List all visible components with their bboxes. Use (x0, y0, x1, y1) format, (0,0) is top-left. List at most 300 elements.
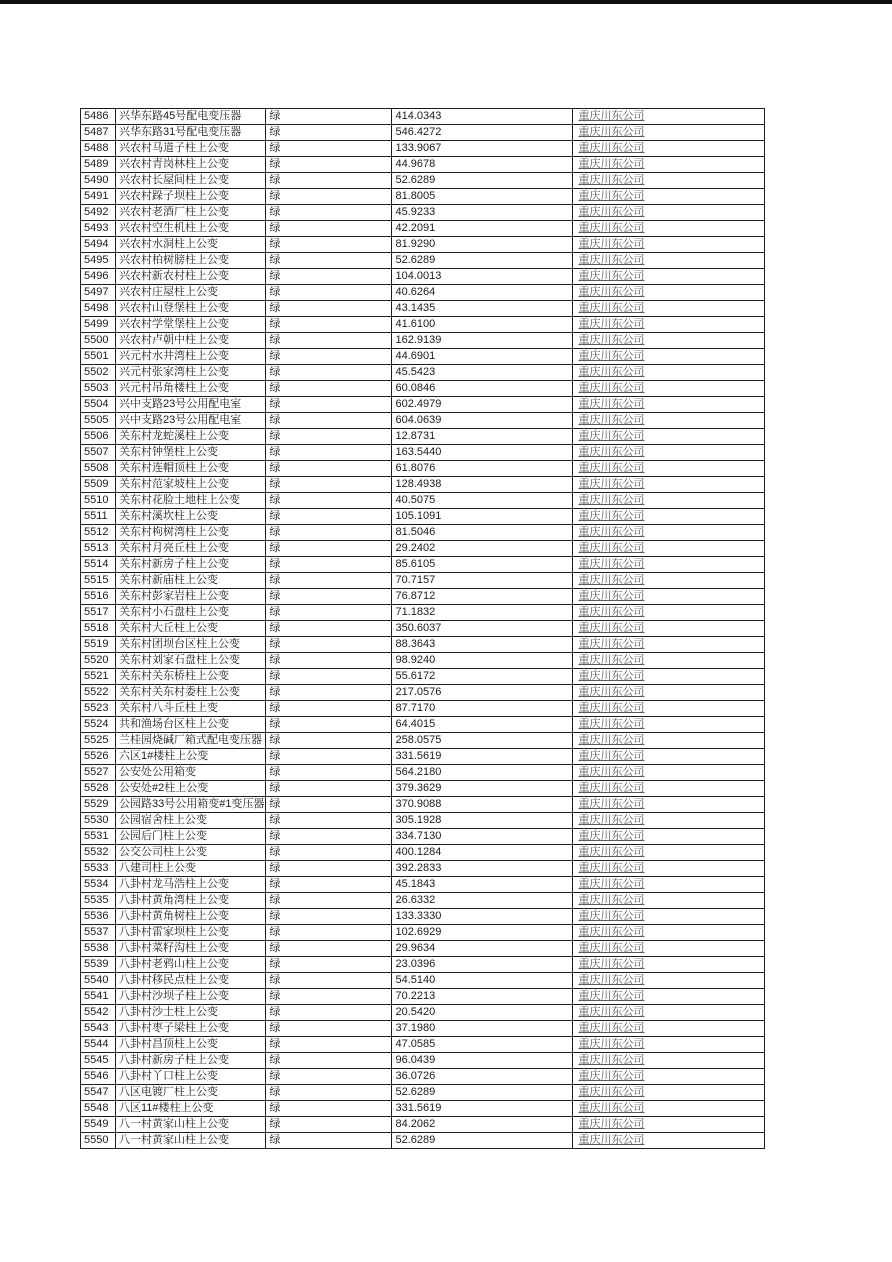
value-cell: 41.6100 (392, 317, 573, 333)
company-cell (573, 285, 765, 301)
status-cell: 绿 (266, 717, 392, 733)
device-name-cell: 兴农村跺子坝柱上公变 (116, 189, 266, 205)
status-cell: 绿 (266, 669, 392, 685)
table-row (81, 845, 765, 861)
device-name-cell: 兰桂园烧碱厂箱式配电变压器 (116, 733, 266, 749)
company-link: 重庆川东公司 (578, 366, 645, 378)
table-row (81, 365, 765, 381)
company-cell (573, 317, 765, 333)
company-cell (573, 781, 765, 797)
table-row (81, 1117, 765, 1133)
device-name-cell: 八卦村龙马浩柱上公变 (116, 877, 266, 893)
table-row (81, 1005, 765, 1021)
table-row (81, 941, 765, 957)
table-row (81, 637, 765, 653)
value-cell: 52.6289 (392, 1133, 573, 1149)
table-row (81, 1037, 765, 1053)
row-serial-cell: 5497 (81, 285, 116, 301)
status-cell: 绿 (266, 845, 392, 861)
status-cell: 绿 (266, 797, 392, 813)
table-row (81, 669, 765, 685)
status-cell: 绿 (266, 333, 392, 349)
table-body (81, 109, 765, 1149)
table-row (81, 253, 765, 269)
device-name-cell: 关东村关东桥柱上公变 (116, 669, 266, 685)
value-cell: 70.2213 (392, 989, 573, 1005)
value-cell: 105.1091 (392, 509, 573, 525)
row-serial-cell: 5528 (81, 781, 116, 797)
value-cell: 45.5423 (392, 365, 573, 381)
device-name-cell: 关东村刘家石盘柱上公变 (116, 653, 266, 669)
company-cell (573, 845, 765, 861)
row-serial-cell: 5512 (81, 525, 116, 541)
status-cell: 绿 (266, 685, 392, 701)
status-cell: 绿 (266, 909, 392, 925)
status-cell: 绿 (266, 509, 392, 525)
table-row (81, 797, 765, 813)
table-row (81, 589, 765, 605)
row-serial-cell: 5496 (81, 269, 116, 285)
value-cell: 29.2402 (392, 541, 573, 557)
status-cell: 绿 (266, 637, 392, 653)
company-link: 重庆川东公司 (578, 206, 645, 218)
device-name-cell: 关东村新庙柱上公变 (116, 573, 266, 589)
value-cell: 334.7130 (392, 829, 573, 845)
company-cell (573, 349, 765, 365)
company-link: 重庆川东公司 (578, 1134, 645, 1146)
company-link: 重庆川东公司 (578, 334, 645, 346)
value-cell: 47.0585 (392, 1037, 573, 1053)
row-serial-cell: 5545 (81, 1053, 116, 1069)
row-serial-cell: 5506 (81, 429, 116, 445)
status-cell: 绿 (266, 461, 392, 477)
company-cell (573, 125, 765, 141)
company-link: 重庆川东公司 (578, 942, 645, 954)
status-cell: 绿 (266, 605, 392, 621)
row-serial-cell: 5487 (81, 125, 116, 141)
company-link: 重庆川东公司 (578, 526, 645, 538)
company-link: 重庆川东公司 (578, 814, 645, 826)
value-cell: 400.1284 (392, 845, 573, 861)
company-cell (573, 269, 765, 285)
company-cell (573, 253, 765, 269)
company-cell (573, 989, 765, 1005)
table-row (81, 653, 765, 669)
row-serial-cell: 5524 (81, 717, 116, 733)
company-link: 重庆川东公司 (578, 734, 645, 746)
row-serial-cell: 5491 (81, 189, 116, 205)
value-cell: 29.9634 (392, 941, 573, 957)
company-link: 重庆川东公司 (578, 638, 645, 650)
table-row (81, 493, 765, 509)
company-link: 重庆川东公司 (578, 862, 645, 874)
row-serial-cell: 5495 (81, 253, 116, 269)
company-link: 重庆川东公司 (578, 254, 645, 266)
company-cell (573, 1037, 765, 1053)
company-link: 重庆川东公司 (578, 238, 645, 250)
table-row (81, 989, 765, 1005)
device-name-cell: 兴农村柏树膀柱上公变 (116, 253, 266, 269)
row-serial-cell: 5544 (81, 1037, 116, 1053)
row-serial-cell: 5500 (81, 333, 116, 349)
company-link: 重庆川东公司 (578, 1102, 645, 1114)
value-cell: 64.4015 (392, 717, 573, 733)
status-cell: 绿 (266, 125, 392, 141)
value-cell: 43.1435 (392, 301, 573, 317)
table-row (81, 541, 765, 557)
table-row (81, 621, 765, 637)
value-cell: 104.0013 (392, 269, 573, 285)
status-cell: 绿 (266, 157, 392, 173)
row-serial-cell: 5510 (81, 493, 116, 509)
company-link: 重庆川东公司 (578, 974, 645, 986)
status-cell: 绿 (266, 1053, 392, 1069)
status-cell: 绿 (266, 349, 392, 365)
company-link: 重庆川东公司 (578, 846, 645, 858)
table-row (81, 397, 765, 413)
company-cell (573, 685, 765, 701)
table-row (81, 333, 765, 349)
company-cell (573, 429, 765, 445)
company-cell (573, 973, 765, 989)
value-cell: 52.6289 (392, 253, 573, 269)
value-cell: 70.7157 (392, 573, 573, 589)
value-cell: 102.6929 (392, 925, 573, 941)
device-name-cell: 兴农村青岗林柱上公变 (116, 157, 266, 173)
row-serial-cell: 5501 (81, 349, 116, 365)
device-name-cell: 兴农村长屋间柱上公变 (116, 173, 266, 189)
company-link: 重庆川东公司 (578, 878, 645, 890)
value-cell: 350.6037 (392, 621, 573, 637)
company-link: 重庆川东公司 (578, 1070, 645, 1082)
table-row (81, 909, 765, 925)
device-name-cell: 八卦村枣子梁柱上公变 (116, 1021, 266, 1037)
device-name-cell: 公园宿舍柱上公变 (116, 813, 266, 829)
company-cell (573, 765, 765, 781)
company-cell (573, 237, 765, 253)
row-serial-cell: 5498 (81, 301, 116, 317)
device-name-cell: 八一村黄家山柱上公变 (116, 1133, 266, 1149)
value-cell: 331.5619 (392, 1101, 573, 1117)
status-cell: 绿 (266, 205, 392, 221)
value-cell: 88.3643 (392, 637, 573, 653)
value-cell: 45.1843 (392, 877, 573, 893)
status-cell: 绿 (266, 589, 392, 605)
company-cell (573, 221, 765, 237)
status-cell: 绿 (266, 877, 392, 893)
company-cell (573, 621, 765, 637)
value-cell: 258.0575 (392, 733, 573, 749)
company-link: 重庆川东公司 (578, 558, 645, 570)
table-row (81, 877, 765, 893)
value-cell: 85.6105 (392, 557, 573, 573)
table-row (81, 781, 765, 797)
table-row (81, 765, 765, 781)
company-cell (573, 861, 765, 877)
row-serial-cell: 5540 (81, 973, 116, 989)
device-name-cell: 八区电镀厂柱上公变 (116, 1085, 266, 1101)
company-link: 重庆川东公司 (578, 702, 645, 714)
device-name-cell: 兴农村空生机柱上公变 (116, 221, 266, 237)
device-name-cell: 兴农村庄屋柱上公变 (116, 285, 266, 301)
device-name-cell: 八区11#楼柱上公变 (116, 1101, 266, 1117)
device-name-cell: 六区1#楼柱上公变 (116, 749, 266, 765)
company-cell (573, 445, 765, 461)
row-serial-cell: 5508 (81, 461, 116, 477)
value-cell: 133.9067 (392, 141, 573, 157)
company-cell (573, 413, 765, 429)
company-link: 重庆川东公司 (578, 1022, 645, 1034)
company-link: 重庆川东公司 (578, 126, 645, 138)
row-serial-cell: 5513 (81, 541, 116, 557)
company-link: 重庆川东公司 (578, 782, 645, 794)
value-cell: 55.6172 (392, 669, 573, 685)
device-name-cell: 八建司柱上公变 (116, 861, 266, 877)
table-row (81, 1085, 765, 1101)
company-cell (573, 749, 765, 765)
table-row (81, 237, 765, 253)
status-cell: 绿 (266, 1037, 392, 1053)
company-link: 重庆川东公司 (578, 958, 645, 970)
company-cell (573, 157, 765, 173)
row-serial-cell: 5499 (81, 317, 116, 333)
company-link: 重庆川东公司 (578, 750, 645, 762)
value-cell: 163.5440 (392, 445, 573, 461)
value-cell: 52.6289 (392, 1085, 573, 1101)
company-cell (573, 493, 765, 509)
row-serial-cell: 5490 (81, 173, 116, 189)
device-name-cell: 共和渔场台区柱上公变 (116, 717, 266, 733)
company-cell (573, 653, 765, 669)
device-name-cell: 兴农村卢朝中柱上公变 (116, 333, 266, 349)
value-cell: 44.6901 (392, 349, 573, 365)
table-row (81, 445, 765, 461)
company-cell (573, 893, 765, 909)
company-cell (573, 397, 765, 413)
company-link: 重庆川东公司 (578, 1054, 645, 1066)
company-link: 重庆川东公司 (578, 510, 645, 522)
row-serial-cell: 5535 (81, 893, 116, 909)
device-name-cell: 八卦村老鸦山柱上公变 (116, 957, 266, 973)
company-link: 重庆川东公司 (578, 574, 645, 586)
company-link: 重庆川东公司 (578, 894, 645, 906)
company-link: 重庆川东公司 (578, 830, 645, 842)
status-cell: 绿 (266, 781, 392, 797)
row-serial-cell: 5504 (81, 397, 116, 413)
company-cell (573, 461, 765, 477)
company-cell (573, 381, 765, 397)
company-cell (573, 477, 765, 493)
status-cell: 绿 (266, 765, 392, 781)
row-serial-cell: 5543 (81, 1021, 116, 1037)
row-serial-cell: 5529 (81, 797, 116, 813)
value-cell: 81.8005 (392, 189, 573, 205)
company-link: 重庆川东公司 (578, 766, 645, 778)
status-cell: 绿 (266, 861, 392, 877)
company-cell (573, 605, 765, 621)
row-serial-cell: 5527 (81, 765, 116, 781)
table-row (81, 1053, 765, 1069)
table-row (81, 1069, 765, 1085)
row-serial-cell: 5525 (81, 733, 116, 749)
device-name-cell: 关东村溪坎柱上公变 (116, 509, 266, 525)
table-row (81, 749, 765, 765)
row-serial-cell: 5546 (81, 1069, 116, 1085)
value-cell: 44.9678 (392, 157, 573, 173)
company-cell (573, 589, 765, 605)
value-cell: 379.3629 (392, 781, 573, 797)
row-serial-cell: 5538 (81, 941, 116, 957)
status-cell: 绿 (266, 525, 392, 541)
company-cell (573, 909, 765, 925)
status-cell: 绿 (266, 493, 392, 509)
company-cell (573, 957, 765, 973)
company-cell (573, 829, 765, 845)
device-name-cell: 兴农村马道子柱上公变 (116, 141, 266, 157)
row-serial-cell: 5494 (81, 237, 116, 253)
status-cell: 绿 (266, 1085, 392, 1101)
row-serial-cell: 5518 (81, 621, 116, 637)
status-cell: 绿 (266, 557, 392, 573)
status-cell: 绿 (266, 237, 392, 253)
value-cell: 162.9139 (392, 333, 573, 349)
status-cell: 绿 (266, 573, 392, 589)
company-cell (573, 509, 765, 525)
company-link: 重庆川东公司 (578, 382, 645, 394)
row-serial-cell: 5511 (81, 509, 116, 525)
device-name-cell: 兴农村老酒厂柱上公变 (116, 205, 266, 221)
company-cell (573, 925, 765, 941)
company-cell (573, 525, 765, 541)
status-cell: 绿 (266, 813, 392, 829)
row-serial-cell: 5549 (81, 1117, 116, 1133)
company-cell (573, 365, 765, 381)
company-link: 重庆川东公司 (578, 622, 645, 634)
value-cell: 36.0726 (392, 1069, 573, 1085)
device-name-cell: 八卦村新房子柱上公变 (116, 1053, 266, 1069)
status-cell: 绿 (266, 397, 392, 413)
status-cell: 绿 (266, 189, 392, 205)
status-cell: 绿 (266, 893, 392, 909)
device-data-table (80, 108, 765, 1149)
company-cell (573, 1117, 765, 1133)
status-cell: 绿 (266, 941, 392, 957)
device-name-cell: 关东村大丘柱上公变 (116, 621, 266, 637)
table-row (81, 1021, 765, 1037)
row-serial-cell: 5547 (81, 1085, 116, 1101)
company-cell (573, 941, 765, 957)
table-row (81, 285, 765, 301)
status-cell: 绿 (266, 253, 392, 269)
table-row (81, 317, 765, 333)
value-cell: 45.9233 (392, 205, 573, 221)
row-serial-cell: 5526 (81, 749, 116, 765)
company-link: 重庆川东公司 (578, 190, 645, 202)
device-name-cell: 公交公司柱上公变 (116, 845, 266, 861)
company-cell (573, 1005, 765, 1021)
value-cell: 414.0343 (392, 109, 573, 125)
company-cell (573, 333, 765, 349)
company-link: 重庆川东公司 (578, 462, 645, 474)
status-cell: 绿 (266, 1101, 392, 1117)
row-serial-cell: 5489 (81, 157, 116, 173)
value-cell: 23.0396 (392, 957, 573, 973)
device-name-cell: 兴元村水井湾柱上公变 (116, 349, 266, 365)
value-cell: 54.5140 (392, 973, 573, 989)
company-link: 重庆川东公司 (578, 606, 645, 618)
device-name-cell: 关东村团坝台区柱上公变 (116, 637, 266, 653)
status-cell: 绿 (266, 269, 392, 285)
device-name-cell: 兴元村吊角楼柱上公变 (116, 381, 266, 397)
company-link: 重庆川东公司 (578, 398, 645, 410)
row-serial-cell: 5532 (81, 845, 116, 861)
device-name-cell: 关东村八斗丘柱上变 (116, 701, 266, 717)
table-row (81, 461, 765, 477)
value-cell: 40.6264 (392, 285, 573, 301)
table-row (81, 861, 765, 877)
device-name-cell: 八卦村菜籽沟柱上公变 (116, 941, 266, 957)
device-name-cell: 关东村花脸土地柱上公变 (116, 493, 266, 509)
company-link: 重庆川东公司 (578, 350, 645, 362)
table-row (81, 429, 765, 445)
company-link: 重庆川东公司 (578, 414, 645, 426)
status-cell: 绿 (266, 173, 392, 189)
company-link: 重庆川东公司 (578, 654, 645, 666)
status-cell: 绿 (266, 365, 392, 381)
value-cell: 20.5420 (392, 1005, 573, 1021)
company-cell (573, 1133, 765, 1149)
company-link: 重庆川东公司 (578, 446, 645, 458)
status-cell: 绿 (266, 285, 392, 301)
row-serial-cell: 5542 (81, 1005, 116, 1021)
company-cell (573, 701, 765, 717)
device-name-cell: 兴中支路23号公用配电室 (116, 397, 266, 413)
table-row (81, 269, 765, 285)
value-cell: 26.6332 (392, 893, 573, 909)
status-cell: 绿 (266, 477, 392, 493)
company-cell (573, 541, 765, 557)
status-cell: 绿 (266, 1005, 392, 1021)
row-serial-cell: 5519 (81, 637, 116, 653)
device-name-cell: 兴华东路31号配电变压器 (116, 125, 266, 141)
table-row (81, 525, 765, 541)
status-cell: 绿 (266, 1069, 392, 1085)
device-name-cell: 八卦村丫口柱上公变 (116, 1069, 266, 1085)
table-row (81, 413, 765, 429)
company-cell (573, 573, 765, 589)
value-cell: 84.2062 (392, 1117, 573, 1133)
company-cell (573, 797, 765, 813)
value-cell: 604.0639 (392, 413, 573, 429)
value-cell: 564.2180 (392, 765, 573, 781)
row-serial-cell: 5505 (81, 413, 116, 429)
table-row (81, 141, 765, 157)
device-name-cell: 兴元村张家湾柱上公变 (116, 365, 266, 381)
row-serial-cell: 5550 (81, 1133, 116, 1149)
company-cell (573, 301, 765, 317)
table-row (81, 221, 765, 237)
table-row (81, 349, 765, 365)
device-name-cell: 公安处公用箱变 (116, 765, 266, 781)
row-serial-cell: 5531 (81, 829, 116, 845)
company-link: 重庆川东公司 (578, 590, 645, 602)
device-name-cell: 八一村黄家山柱上公变 (116, 1117, 266, 1133)
company-link: 重庆川东公司 (578, 174, 645, 186)
table-row (81, 685, 765, 701)
table-row (81, 973, 765, 989)
company-cell (573, 717, 765, 733)
row-serial-cell: 5493 (81, 221, 116, 237)
